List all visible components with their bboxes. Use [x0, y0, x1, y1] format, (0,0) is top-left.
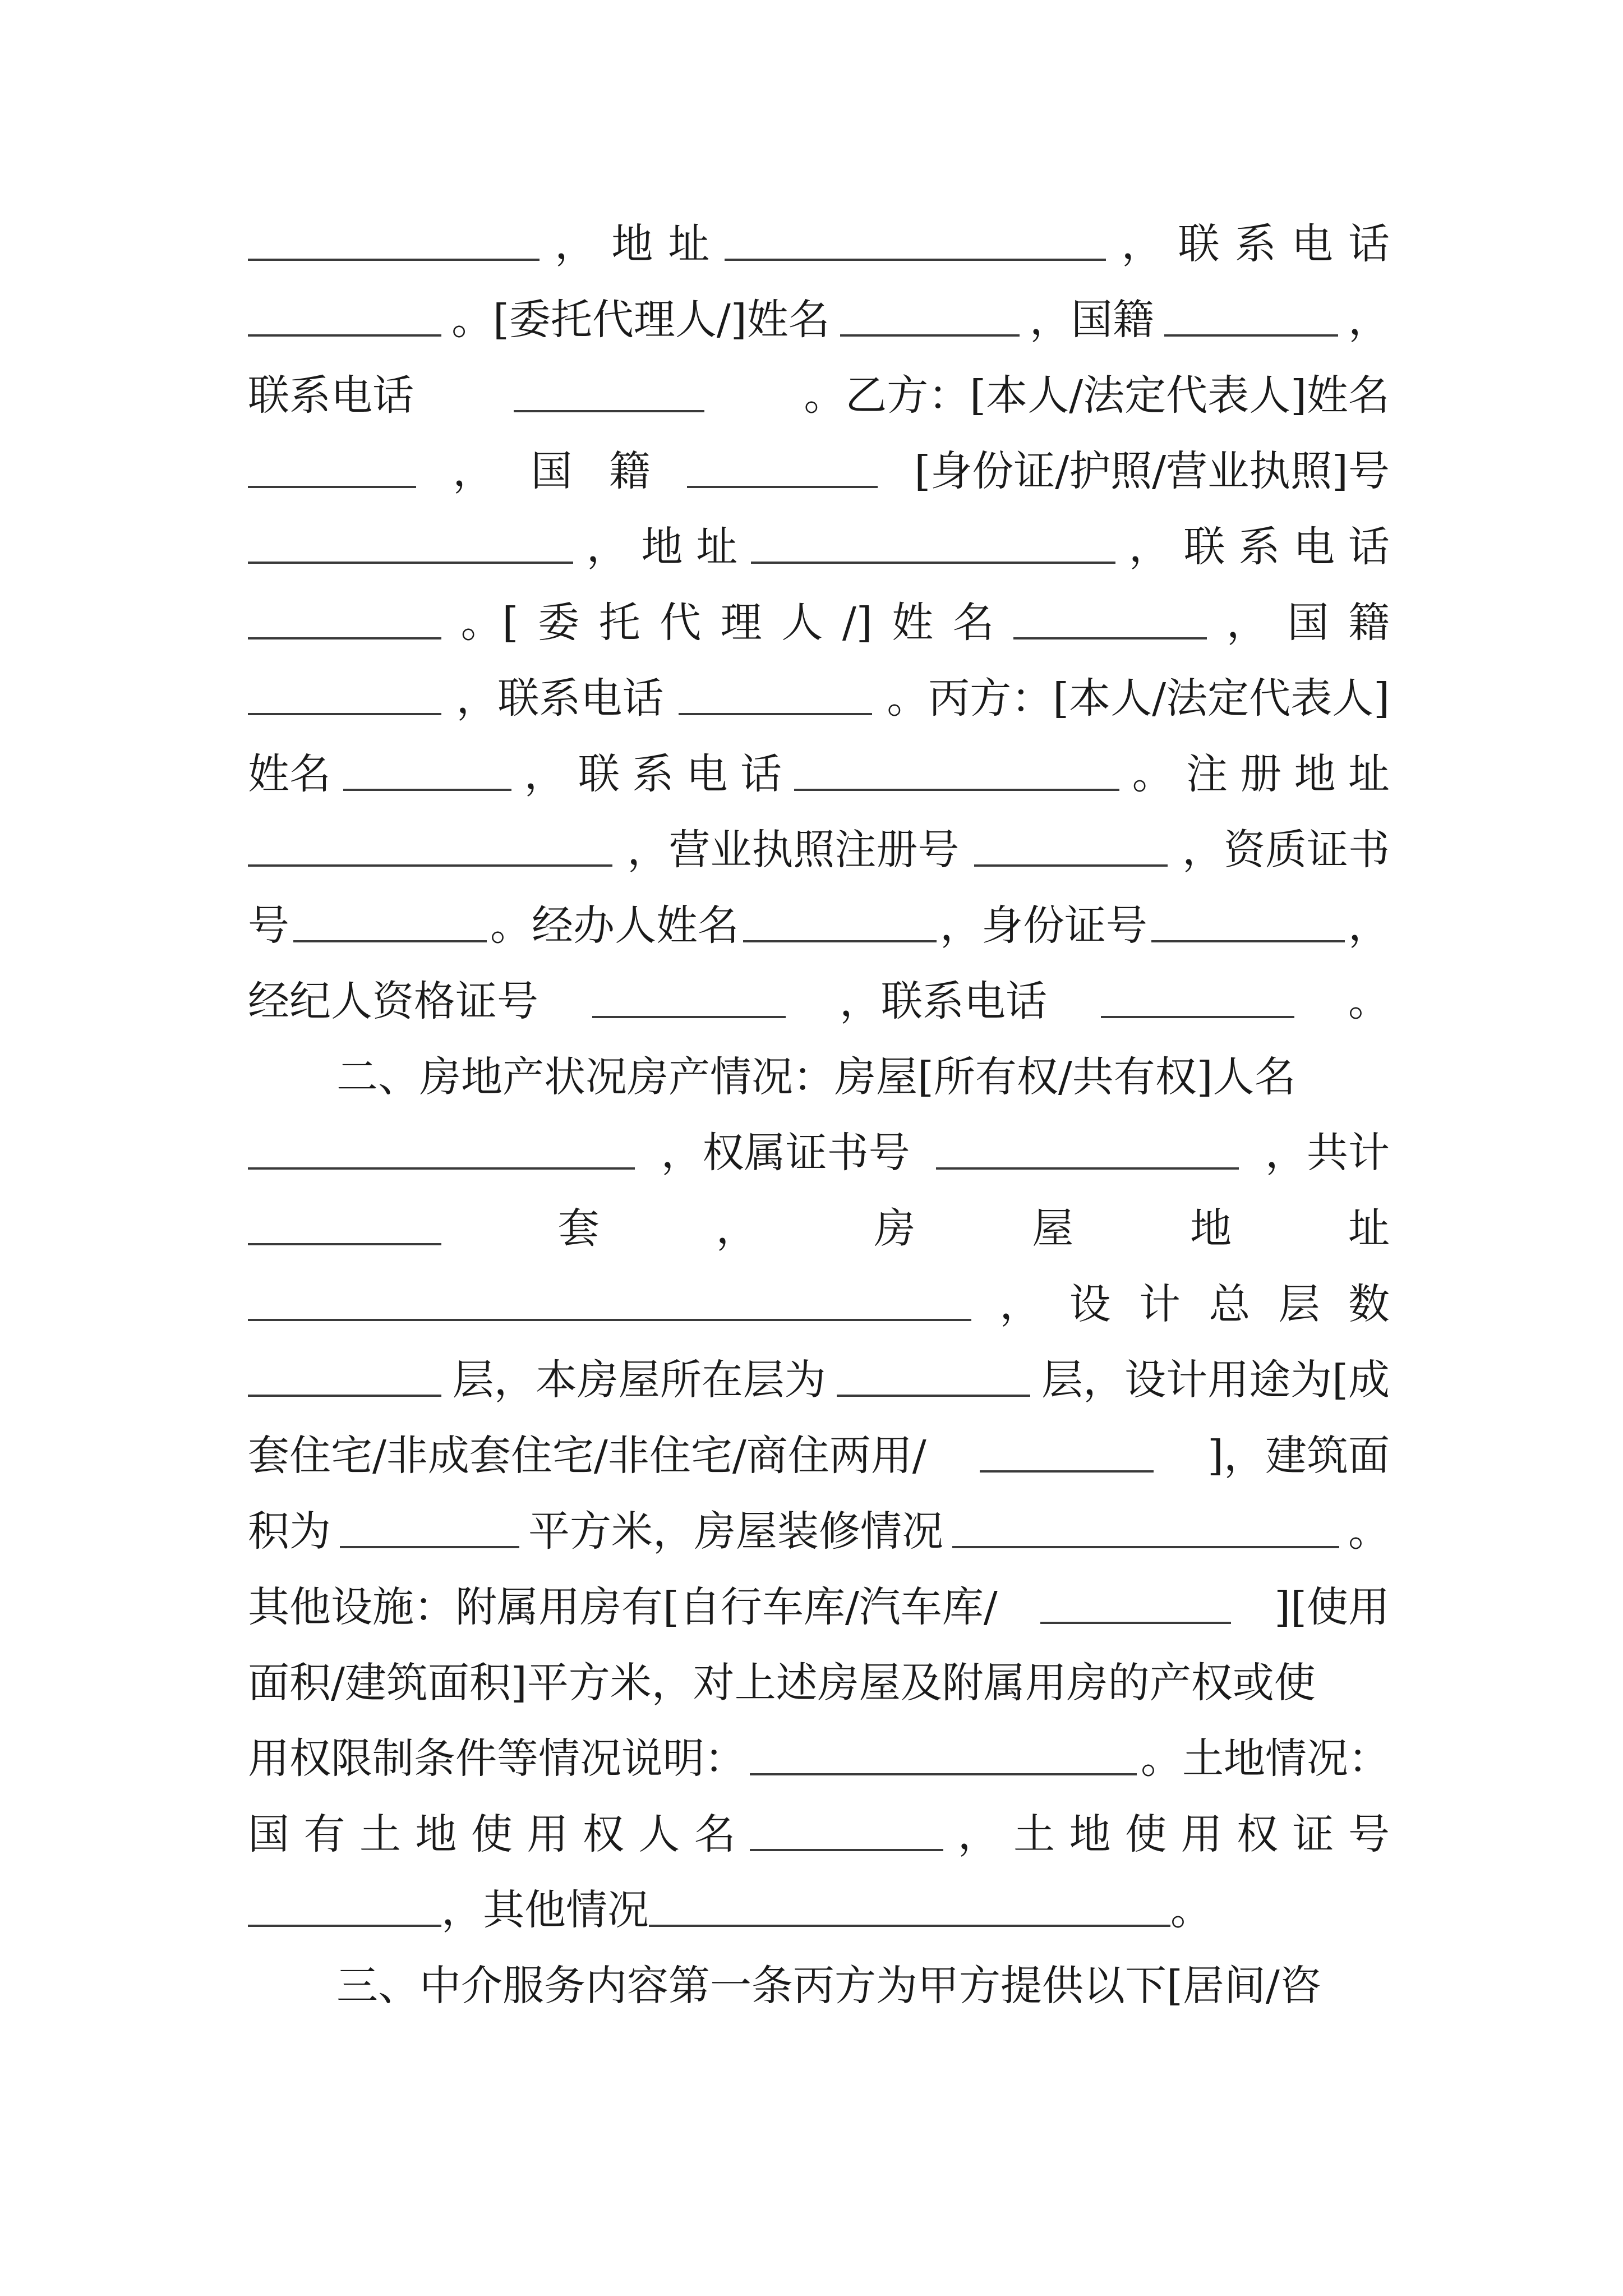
text-segment: 电 [1291, 220, 1333, 268]
text-segment: 层 [1278, 1280, 1320, 1328]
text-segment: 电 [686, 750, 728, 798]
text-segment: 地 [611, 220, 653, 268]
text-segment: 权 [1237, 1810, 1279, 1858]
text-segment: 。土地情况： [1141, 1734, 1390, 1783]
text-segment: ， [1226, 599, 1268, 647]
text-segment: 二、房地产状况房产情况：房屋[所有权/共有权]人名 [336, 1053, 1296, 1101]
text-segment: 设 [1069, 1280, 1111, 1328]
fill-blank[interactable] [649, 1925, 1170, 1927]
text-line [248, 1719, 1390, 1798]
text-segment: 地 [1069, 1810, 1111, 1858]
text-line [248, 1871, 1390, 1949]
text-segment: ，联系电话 [456, 674, 664, 723]
fill-blank[interactable] [592, 1016, 786, 1018]
text-segment: 。 [1132, 750, 1174, 798]
text-segment: 。 [1348, 977, 1390, 1025]
text-segment: ， [1121, 220, 1163, 268]
text-segment: 系 [1238, 523, 1280, 571]
fill-blank[interactable] [248, 1925, 441, 1927]
text-line [248, 1265, 1390, 1343]
text-segment: 地 [641, 523, 683, 571]
fill-blank[interactable] [248, 1167, 635, 1170]
text-segment: ，权属证书号 [661, 1129, 910, 1177]
text-segment: ， [999, 1280, 1041, 1328]
text-line [248, 886, 1390, 965]
text-segment: 人 [638, 1810, 680, 1858]
text-segment: 话 [740, 750, 782, 798]
text-segment: 。 [1170, 1886, 1212, 1934]
text-segment: 使 [471, 1810, 513, 1858]
fill-blank[interactable] [980, 1470, 1154, 1473]
text-line [248, 962, 1390, 1041]
section-heading-line [336, 1038, 1390, 1116]
fill-blank[interactable] [248, 713, 441, 715]
text-segment: /] [842, 599, 873, 647]
text-segment: 系 [632, 750, 674, 798]
fill-blank[interactable] [248, 334, 441, 337]
fill-blank[interactable] [725, 259, 1106, 261]
fill-blank[interactable] [751, 562, 1115, 564]
text-line [248, 356, 1390, 435]
text-segment: 套住宅/非成套住宅/非住宅/商住两用/ [248, 1432, 926, 1480]
text-segment: 屋 [1032, 1204, 1074, 1253]
text-line [248, 508, 1390, 586]
text-segment: 计 [1138, 1280, 1181, 1328]
text-segment: 用 [1181, 1810, 1223, 1858]
text-segment: 使 [1125, 1810, 1167, 1858]
text-segment: 国 [248, 1810, 289, 1858]
fill-blank[interactable] [837, 1395, 1030, 1397]
text-segment: ，共计 [1265, 1129, 1390, 1177]
fill-blank[interactable] [1164, 334, 1338, 337]
text-segment: ， [555, 220, 597, 268]
text-segment: 总 [1209, 1280, 1251, 1328]
text-segment: [身份证/护照/营业执照]号 [914, 447, 1390, 495]
text-segment: 话 [1348, 220, 1390, 268]
fill-blank[interactable] [750, 1773, 1137, 1775]
text-segment: 层，本房屋所在层为 [452, 1356, 826, 1404]
text-segment: 名 [952, 599, 994, 647]
text-segment: 土 [1013, 1810, 1055, 1858]
fill-blank[interactable] [248, 1243, 441, 1245]
text-segment: 。[ [460, 599, 519, 647]
text-line [248, 1795, 1390, 1874]
text-segment: 地 [415, 1810, 457, 1858]
fill-blank[interactable] [1151, 940, 1345, 942]
text-segment: ，联系电话 [840, 977, 1047, 1025]
text-segment: 国 [1287, 599, 1329, 647]
text-segment: 籍 [1348, 599, 1390, 647]
fill-blank[interactable] [248, 562, 573, 564]
text-segment: 有 [303, 1810, 345, 1858]
text-segment: ]，建筑面 [1207, 1432, 1390, 1480]
fill-blank[interactable] [248, 1395, 441, 1397]
text-segment: 积为 [248, 1507, 331, 1556]
text-segment: 联 [578, 750, 620, 798]
text-segment: 土 [359, 1810, 401, 1858]
fill-blank[interactable] [840, 334, 1020, 337]
text-segment: 。乙方：[本人/法定代表人]姓名 [804, 371, 1390, 420]
text-segment: ，资质证书 [1182, 826, 1390, 874]
text-segment: ， [716, 1204, 758, 1253]
text-segment: 址 [668, 220, 710, 268]
text-segment: ，国籍 [1029, 296, 1154, 344]
text-segment: 联 [1183, 523, 1225, 571]
text-segment: 地 [1190, 1204, 1232, 1253]
text-line [248, 205, 1390, 283]
text-line [248, 1114, 1390, 1192]
text-segment: ，身份证号 [940, 901, 1147, 950]
text-segment: 址 [1348, 750, 1390, 798]
text-segment: 号 [1348, 1810, 1390, 1858]
text-segment: 权 [582, 1810, 624, 1858]
fill-blank[interactable] [687, 486, 878, 488]
text-segment: 系 [1234, 220, 1276, 268]
text-segment: ， [453, 447, 495, 495]
text-segment: 用 [527, 1810, 569, 1858]
text-segment: 委 [538, 599, 579, 647]
text-line [248, 735, 1390, 813]
text-segment: 其他设施：附属用房有[自行车库/汽车库/ [248, 1583, 998, 1631]
text-segment: 号 [248, 901, 289, 950]
fill-blank[interactable] [343, 789, 511, 791]
fill-blank[interactable] [248, 1319, 971, 1321]
text-line [248, 1341, 1390, 1419]
text-segment: ， [1348, 901, 1390, 950]
fill-blank[interactable] [293, 940, 487, 942]
text-line [248, 659, 1390, 738]
text-segment: 平方米，房屋装修情况 [528, 1507, 943, 1556]
text-segment: 址 [696, 523, 738, 571]
text-segment: ，其他情况 [441, 1886, 649, 1934]
text-segment: 话 [1348, 523, 1390, 571]
fill-blank[interactable] [952, 1546, 1339, 1548]
text-line [248, 1189, 1390, 1268]
text-segment: 册 [1240, 750, 1282, 798]
text-segment: 证 [1292, 1810, 1334, 1858]
text-segment: 联系电话 [248, 371, 414, 420]
fill-blank[interactable] [248, 864, 612, 867]
text-segment: ， [1348, 296, 1390, 344]
text-segment: 籍 [608, 447, 651, 495]
fill-blank[interactable] [1040, 1622, 1231, 1624]
text-line [248, 280, 1390, 359]
text-segment: 代 [660, 599, 702, 647]
text-segment: 姓名 [248, 750, 331, 798]
text-segment: 国 [531, 447, 573, 495]
text-segment: 三、中介服务内容第一条丙方为甲方提供以下[居间/咨 [336, 1962, 1321, 2010]
text-segment: 面积/建筑面积]平方米，对上述房屋及附属用房的产权或使 [248, 1659, 1316, 1707]
text-segment: 姓 [892, 599, 934, 647]
text-line [248, 1492, 1390, 1571]
text-segment: ][使用 [1274, 1583, 1390, 1631]
text-segment: ， [524, 750, 566, 798]
text-segment: 。 [1348, 1507, 1390, 1556]
fill-blank[interactable] [340, 1546, 519, 1548]
fill-blank[interactable] [974, 864, 1168, 867]
text-segment: ， [957, 1810, 999, 1858]
text-segment: 托 [598, 599, 640, 647]
text-segment: 。丙方：[本人/法定代表人] [887, 674, 1390, 723]
text-segment: 电 [1293, 523, 1335, 571]
fill-blank[interactable] [1013, 637, 1207, 639]
text-segment: ，营业执照注册号 [627, 826, 960, 874]
text-segment: 用权限制条件等情况说明： [248, 1734, 746, 1783]
text-segment: 址 [1348, 1204, 1390, 1253]
text-segment: ， [586, 523, 628, 571]
text-segment: ， [1128, 523, 1170, 571]
text-segment: 地 [1294, 750, 1336, 798]
text-line [248, 583, 1390, 662]
fill-blank[interactable] [514, 410, 704, 412]
text-segment: 。经办人姓名 [490, 901, 739, 950]
fill-blank[interactable] [248, 486, 416, 488]
fill-blank[interactable] [679, 713, 872, 715]
fill-blank[interactable] [248, 637, 441, 639]
fill-blank[interactable] [750, 1849, 943, 1851]
section-heading-line [336, 1947, 1390, 2025]
fill-blank[interactable] [936, 1167, 1239, 1170]
text-segment: 注 [1186, 750, 1228, 798]
text-segment: 。[委托代理人/]姓名 [451, 296, 830, 344]
text-segment: 联 [1178, 220, 1220, 268]
text-segment: 数 [1348, 1280, 1390, 1328]
text-segment: 房 [874, 1204, 916, 1253]
fill-blank[interactable] [743, 940, 937, 942]
fill-blank[interactable] [794, 789, 1119, 791]
text-line [248, 1568, 1390, 1646]
text-line [248, 1644, 1390, 1722]
text-segment: 理 [720, 599, 762, 647]
text-line [248, 811, 1390, 889]
fill-blank[interactable] [248, 259, 540, 261]
fill-blank[interactable] [1101, 1016, 1294, 1018]
text-segment: 名 [694, 1810, 736, 1858]
text-segment: 人 [781, 599, 823, 647]
text-line [248, 432, 1390, 510]
text-segment: 层，设计用途为[成 [1041, 1356, 1390, 1404]
text-segment: 经纪人资格证号 [248, 977, 538, 1025]
text-segment: 套 [557, 1204, 600, 1253]
text-line [248, 1416, 1390, 1495]
